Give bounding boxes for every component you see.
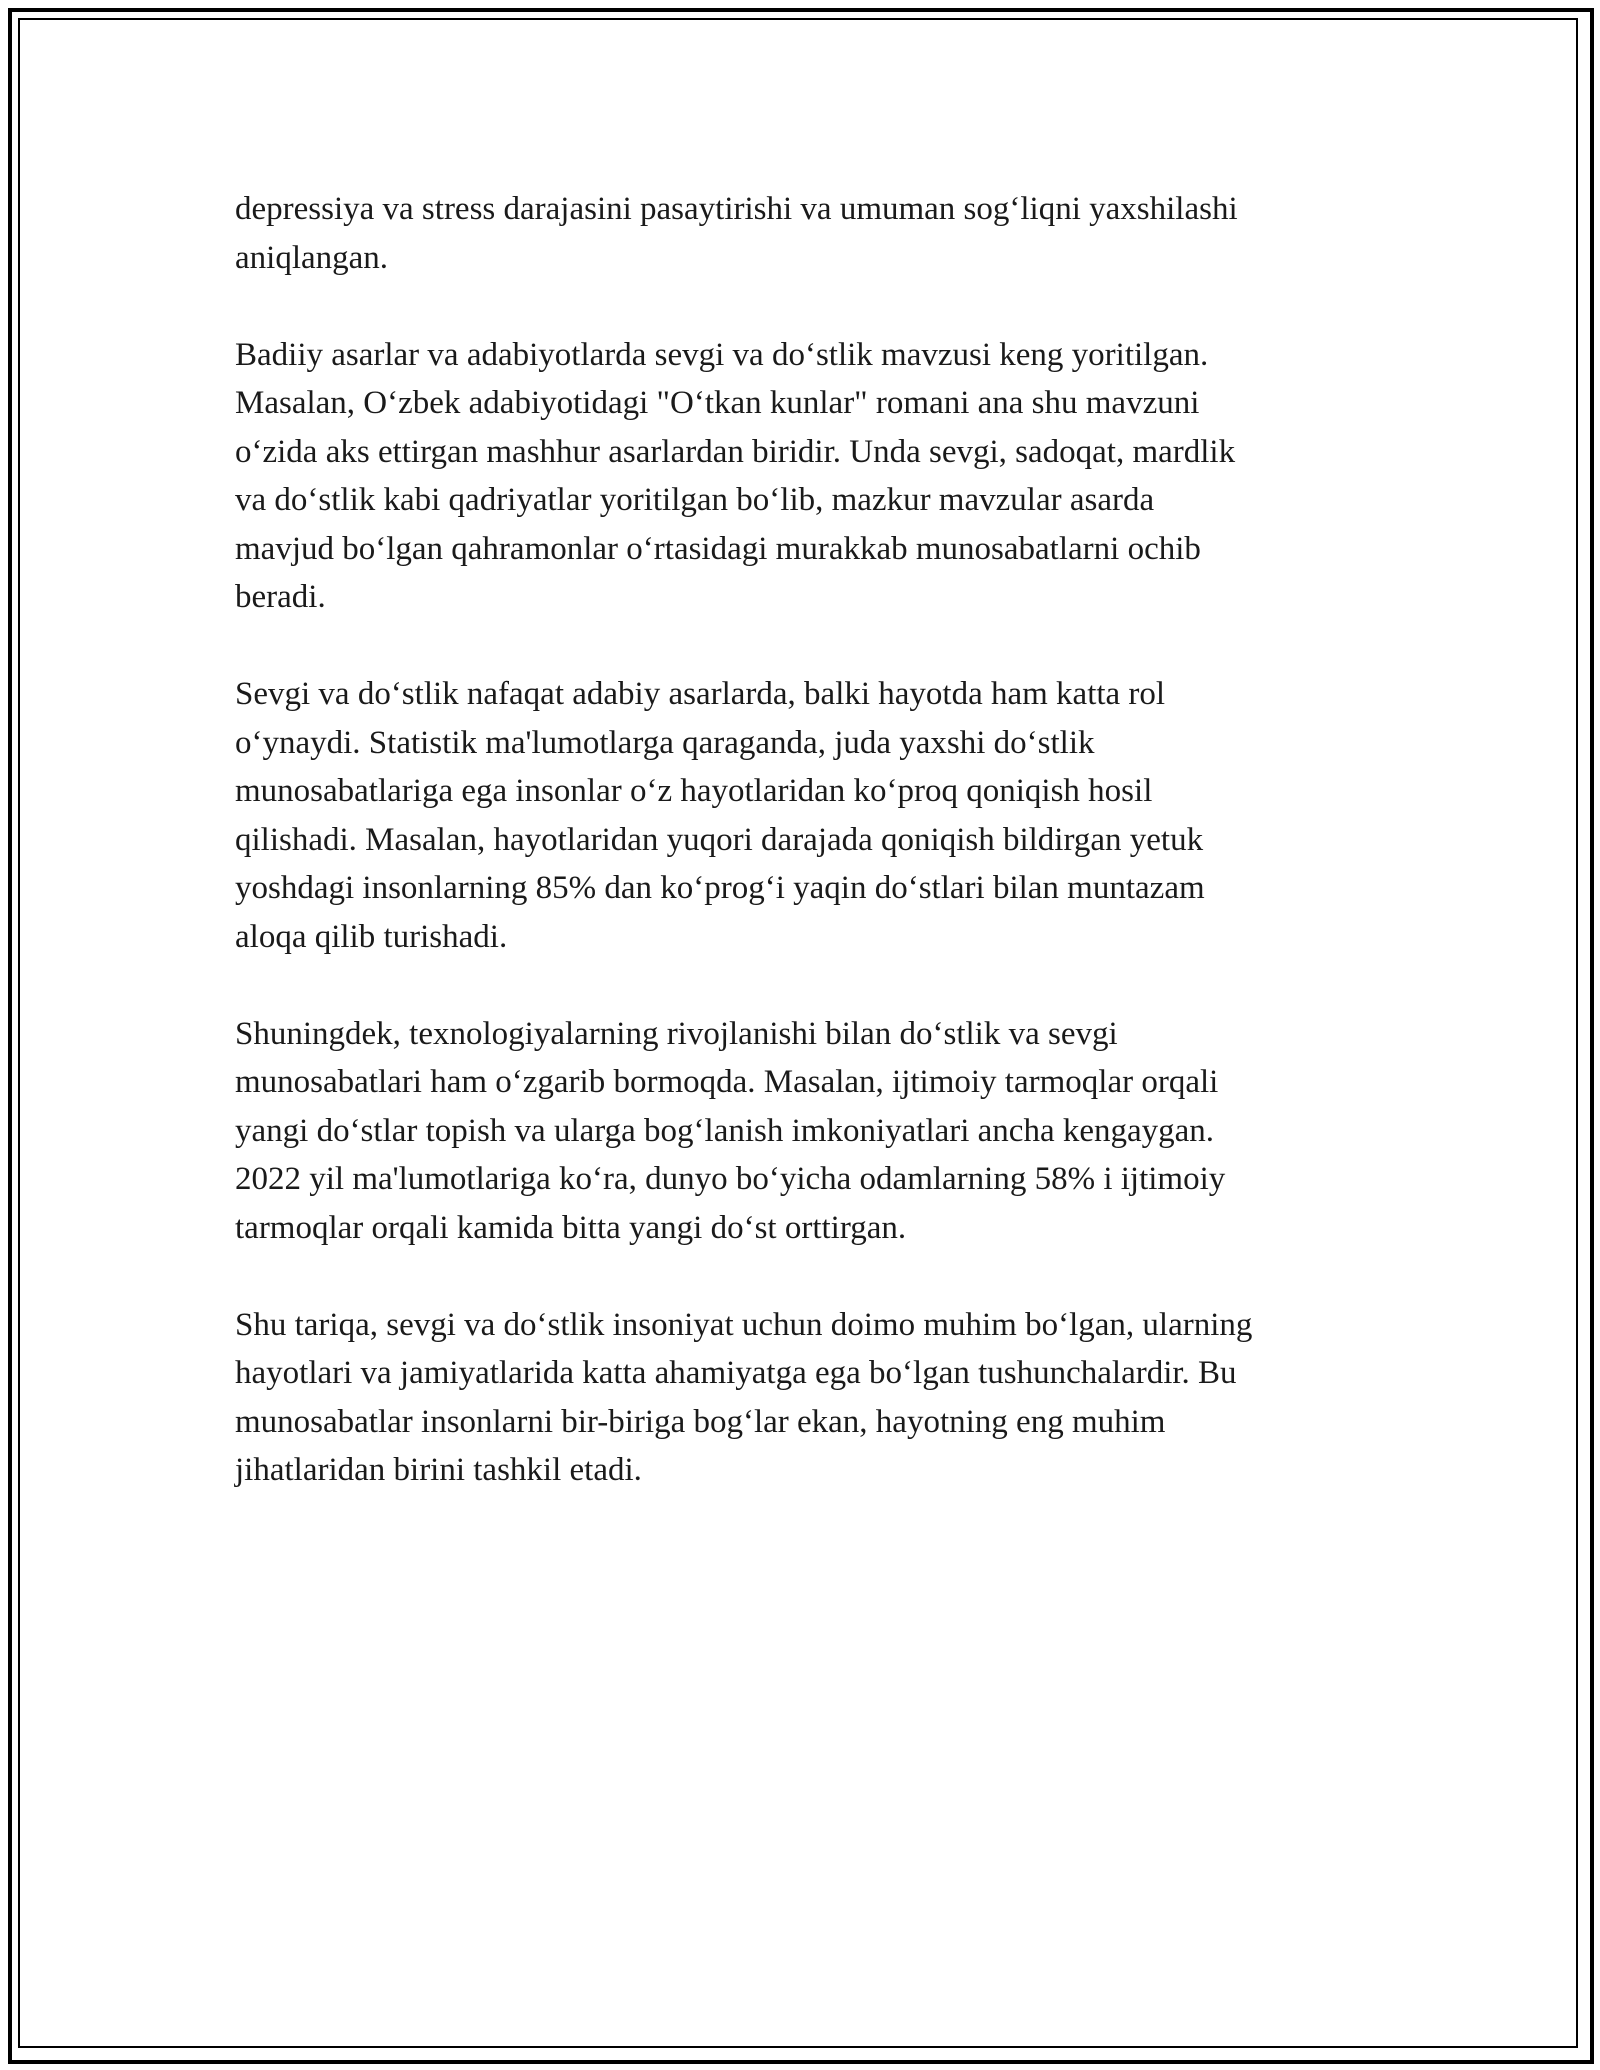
document-body [235, 185, 1375, 1495]
paragraph: Badiiy asarlar va adabiyotlarda sevgi va do‘stlik mavzusi keng yoritilgan. Masalan, O‘zbek adabiyotidagi "O‘tkan kunlar" romani ana shu mavzuni o‘zida aks ettirgan mashhur asarlardan biridir. Unda sevgi, sadoqat, mardlik va do‘stlik kabi qadriyatlar yoritilgan bo‘lib, mazkur mavzular asarda mavjud bo‘lgan qahramonlar o‘rtasidagi murakkab munosabatlarni ochib beradi. [235, 336, 1236, 615]
paragraph: Shu tariqa, sevgi va do‘stlik insoniyat uchun doimo muhim bo‘lgan, ularning hayotlari va jamiyatlarida katta ahamiyatga ega bo‘lgan tushunchalardir. Bu munosabatlar insonlarni bir-biriga bog‘lar ekan, hayotning eng muhim jihatlaridan birini tashkil etadi. [235, 1306, 1253, 1488]
paragraph: Sevgi va do‘stlik nafaqat adabiy asarlarda, balki hayotda ham katta rol o‘ynaydi. Statistik ma'lumotlarga qaraganda, juda yaxshi do‘stlik munosabatlariga ega insonlar o‘z hayotlaridan ko‘proq qoniqish hosil qilishadi. Masalan, hayotlaridan yuqori darajada qoniqish bildirgan yetuk yoshdagi insonlarning 85% dan ko‘prog‘i yaqin do‘stlari bilan muntazam aloqa qilib turishadi. [235, 676, 1205, 955]
paragraph: Shuningdek, texnologiyalarning rivojlanishi bilan do‘stlik va sevgi munosabatlari ham o‘zgarib bormoqda. Masalan, ijtimoiy tarmoqlar orqali yangi do‘stlar topish va ularga bog‘lanish imkoniyatlari ancha kengaygan. 2022 yil ma'lumotlariga ko‘ra, dunyo bo‘yicha odamlarning 58% i ijtimoiy tarmoqlar orqali kamida bitta yangi do‘st orttirgan. [235, 1015, 1226, 1246]
paragraph: depressiya va stress darajasini pasaytirishi va umuman sog‘liqni yaxshilashi aniqlangan. [235, 191, 1238, 276]
